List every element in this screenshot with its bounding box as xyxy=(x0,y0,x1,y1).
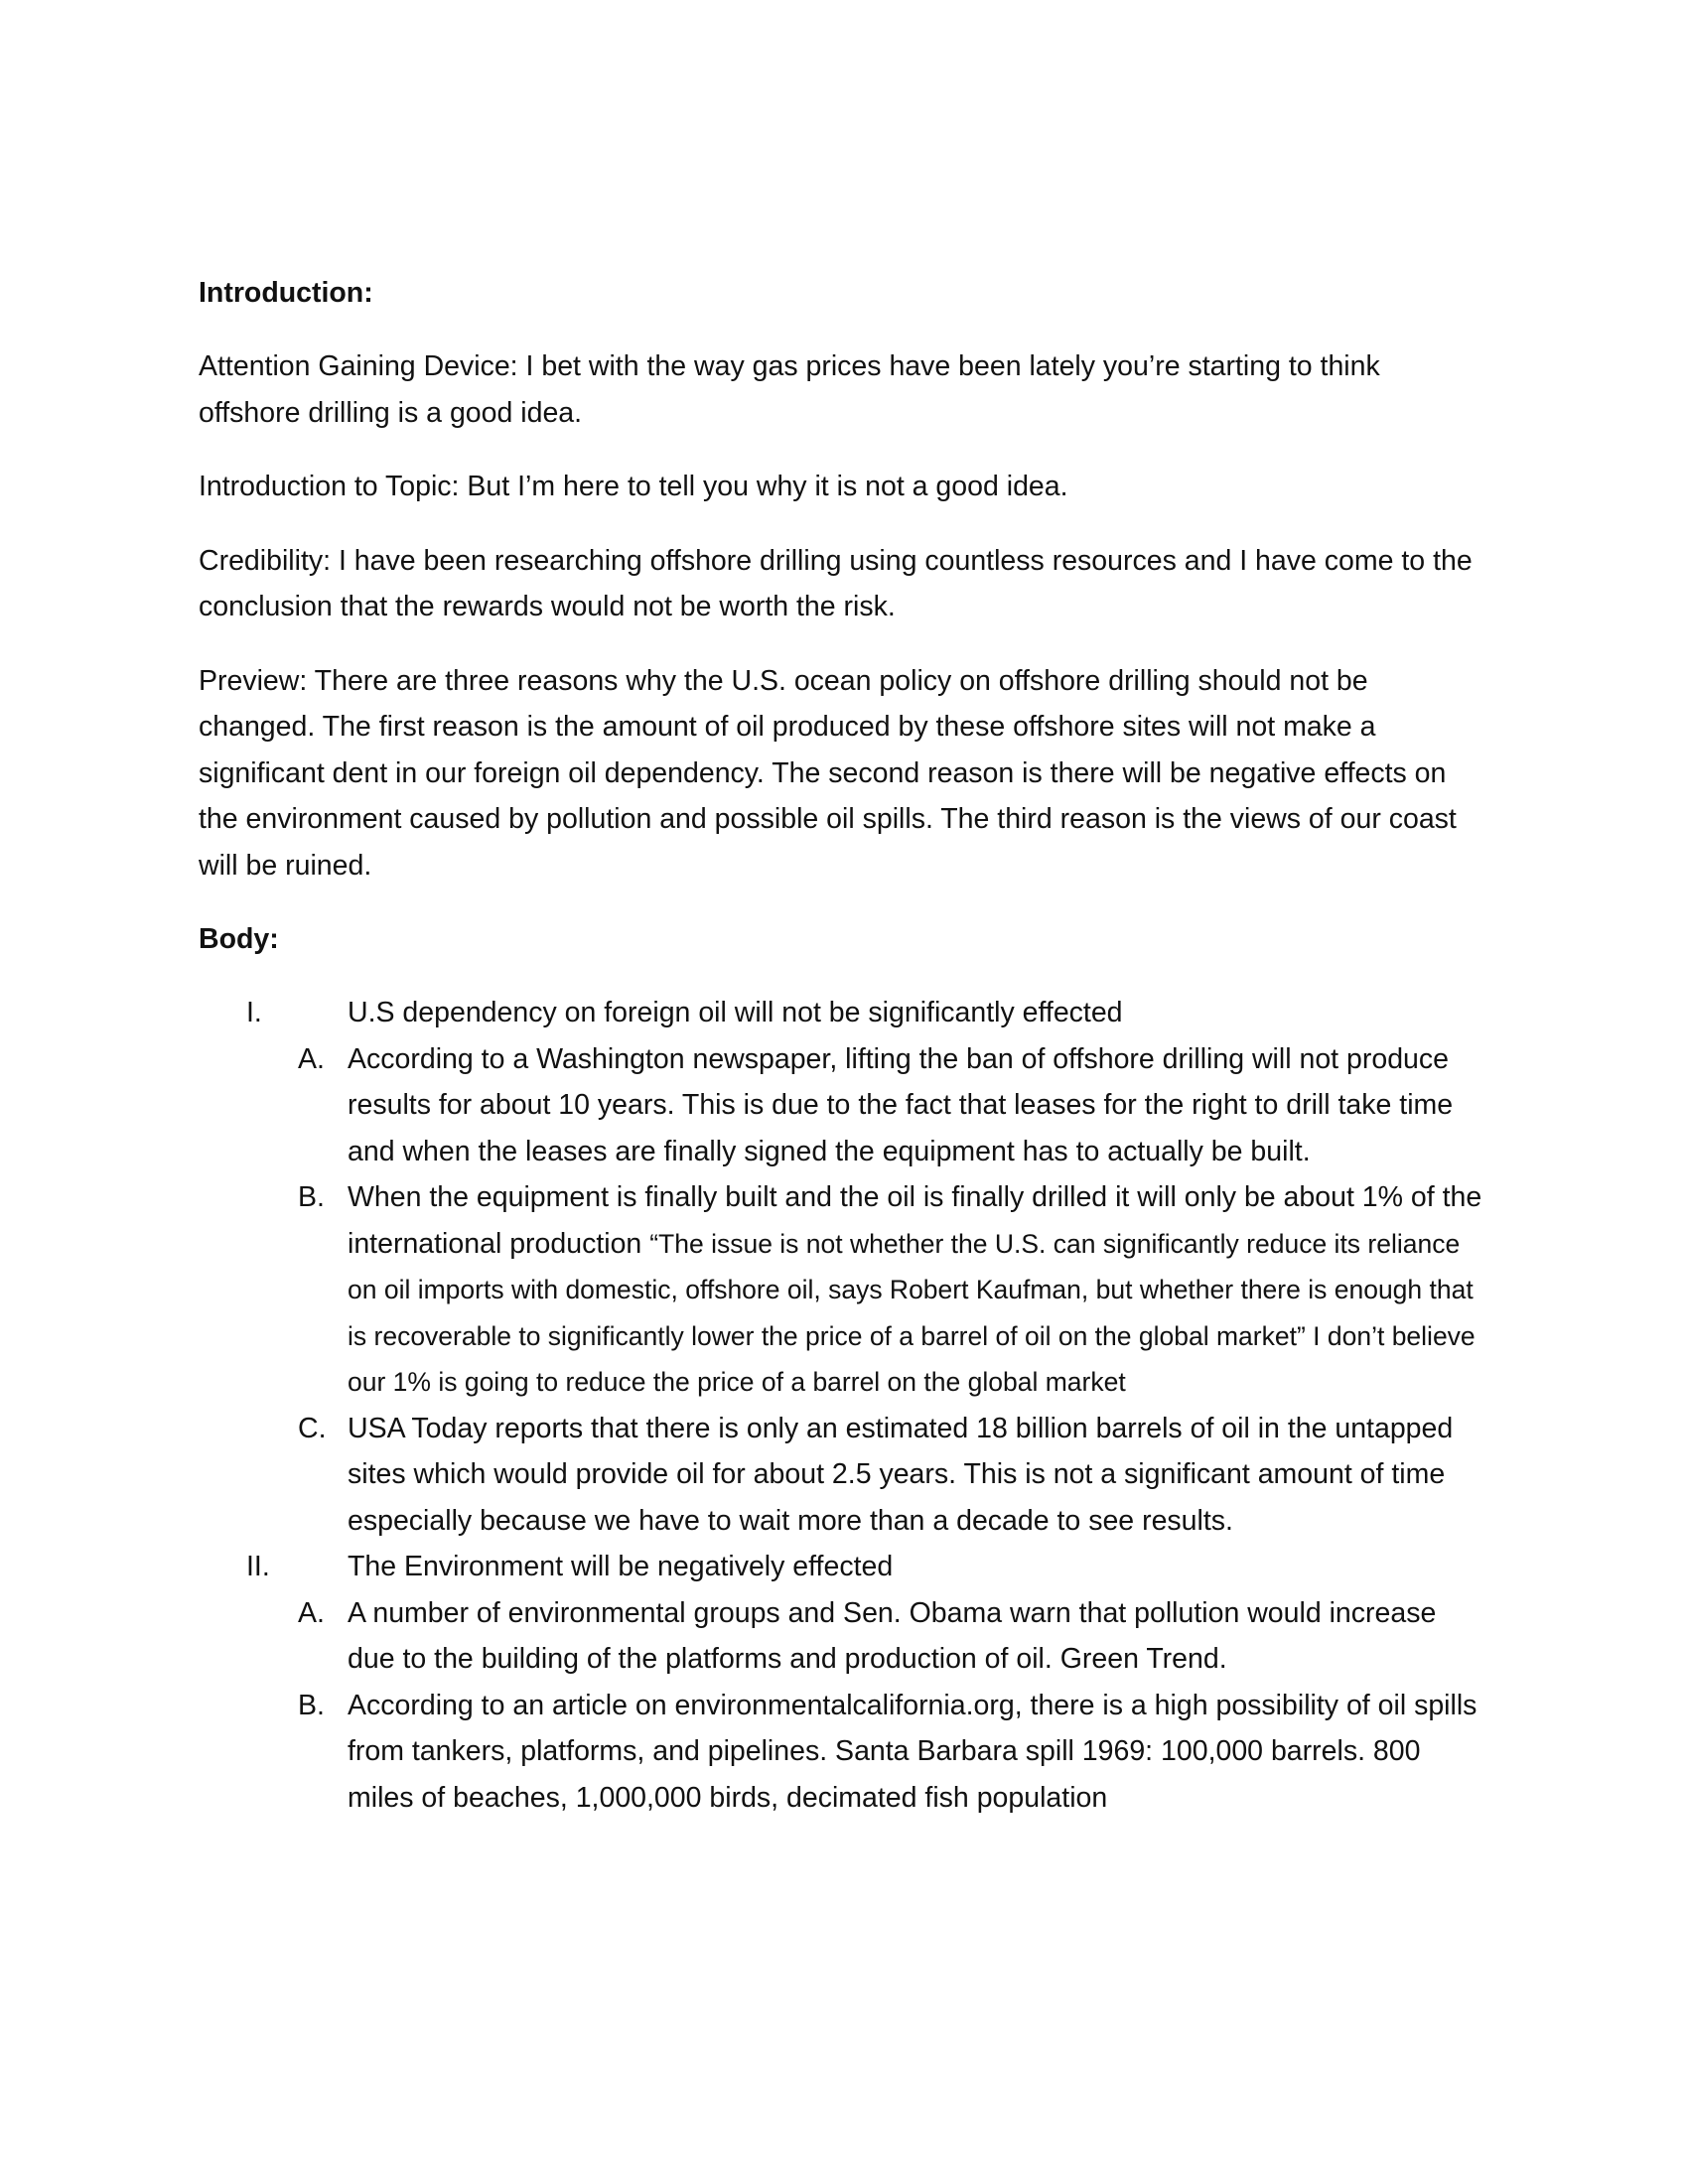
credibility-statement: Credibility: I have been researching offshore drilling using countless resources and I have come to the conclusion that the rewards would not be worth the risk. xyxy=(199,544,1473,622)
main-point-1 xyxy=(199,990,1489,1036)
main-point-text: The Environment will be negatively effected xyxy=(348,1551,894,1582)
document-content xyxy=(199,270,1489,1821)
subpoint-text: When the equipment is finally built and the oil is finally drilled it will only be about 1% of the international production xyxy=(348,1181,1482,1260)
subpoint-text: According to an article on environmentalcalifornia.org, there is a high possibility of oil spills from tankers, platforms, and pipelines. Santa Barbara spill 1969: 100,000 barrels. 800 miles of beaches, 1,000,000 birds, decimated fish population xyxy=(348,1689,1477,1814)
main-point-numeral: I. xyxy=(246,997,262,1028)
introduction-heading: Introduction: xyxy=(199,277,373,309)
main-point-text: U.S dependency on foreign oil will not be significantly effected xyxy=(348,997,1123,1028)
main-point-numeral: II. xyxy=(246,1551,270,1582)
subpoint-1b xyxy=(199,1174,1489,1406)
subpoint-1c xyxy=(199,1406,1489,1545)
subpoint-text: According to a Washington newspaper, lifting the ban of offshore drilling will not produce results for about 10 years. This is due to the fact that leases for the right to drill take time and when the leases are finally signed the equipment has to actually be built. xyxy=(348,1042,1454,1167)
subpoint-text: USA Today reports that there is only an estimated 18 billion barrels of oil in the untapped sites which would provide oil for about 2.5 years. This is not a significant amount of time especially because we have to wait more than a decade to see results. xyxy=(348,1412,1454,1537)
body-heading: Body: xyxy=(199,923,279,955)
subpoint-text: A number of environmental groups and Sen. Obama warn that pollution would increase due to the building of the platforms and production of oil. Green Trend. xyxy=(348,1596,1437,1675)
subpoint-letter: A. xyxy=(298,1042,325,1075)
subpoint-letter: B. xyxy=(298,1689,325,1721)
subpoint-2b xyxy=(199,1683,1489,1822)
quote-text: “The issue is not whether the U.S. can significantly reduce its reliance on oil imports with domestic, offshore oil, says Robert Kaufman, but whether there is enough that is recoverable to significantly lower the price of a barrel of oil on the global market” I don’t believe our 1% is going to reduce the price of a barrel on the global market xyxy=(348,1228,1476,1397)
main-point-2 xyxy=(199,1544,1489,1590)
attention-gaining-device: Attention Gaining Device: I bet with the way gas prices have been lately you’re starting to think offshore drilling is a good idea. xyxy=(199,350,1380,429)
subpoint-letter: A. xyxy=(298,1596,325,1629)
subpoint-2a xyxy=(199,1590,1489,1683)
subpoint-letter: C. xyxy=(298,1412,327,1444)
subpoint-1a xyxy=(199,1036,1489,1175)
preview-statement: Preview: There are three reasons why the U.S. ocean policy on offshore drilling should not be changed. The first reason is the amount of oil produced by these offshore sites will not make a significant dent in our foreign oil dependency. The second reason is there will be negative effects on the environment caused by pollution and possible oil spills. The third reason is the views of our coast will be ruined. xyxy=(199,664,1457,882)
subpoint-letter: B. xyxy=(298,1181,325,1213)
introduction-to-topic: Introduction to Topic: But I’m here to tell you why it is not a good idea. xyxy=(199,471,1068,502)
body-outline xyxy=(199,990,1489,1821)
